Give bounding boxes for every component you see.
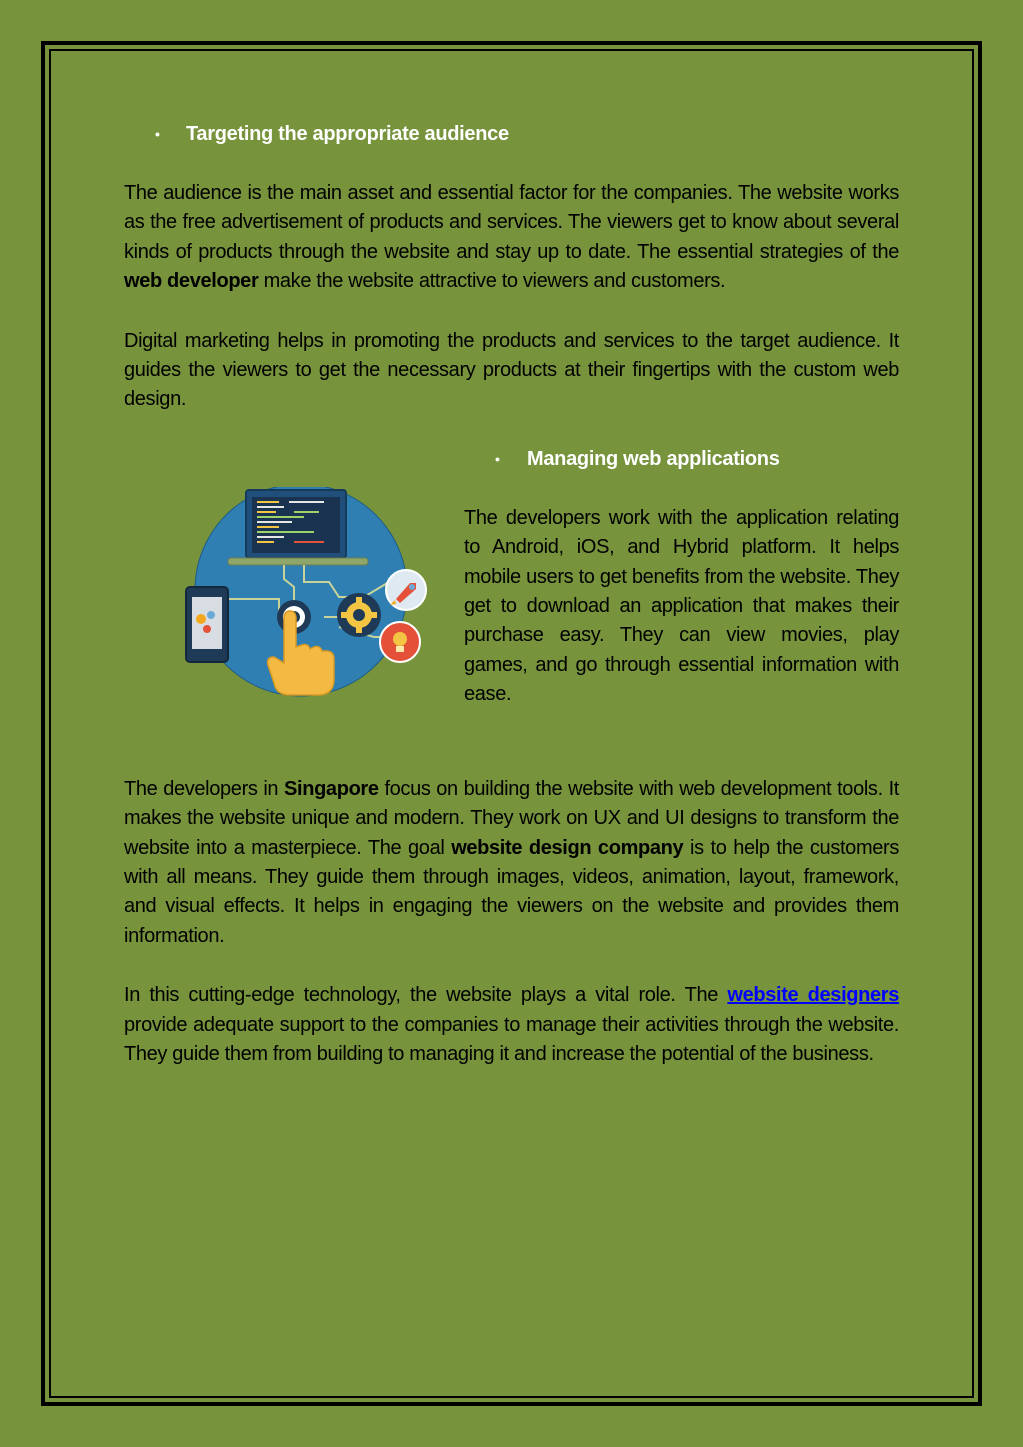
paragraph-text: make the website attractive to viewers and customers. [258, 270, 726, 293]
web-apps-section [124, 445, 899, 775]
paragraph-text: The developers in [124, 777, 284, 800]
website-designers-link[interactable]: website designers [727, 984, 899, 1007]
bold-singapore: Singapore [284, 777, 379, 800]
heading-targeting-audience [124, 120, 899, 148]
paragraph-text: In this cutting-edge technology, the website plays a vital role. The [124, 984, 728, 1007]
paragraph-text: is to help the customers with all means. They guide them through images, videos, animation, layout, framework, and visual effects. It helps in engaging the viewers on the website and provides them information. [124, 836, 899, 947]
paragraph-text: provide adequate support to the companies to manage their activities through the website. They guide them from building to managing it and increase the potential of the business. [124, 1013, 899, 1066]
bold-web-developer: web developer [124, 270, 259, 293]
bullet-dot-icon: • [155, 126, 160, 142]
bold-website-design-company: website design company [451, 836, 684, 859]
document-content [124, 120, 899, 1070]
paragraph-text: focus on building the website with web development tools. It makes the website unique and modern. They work on UX and UI designs to transform the website into a masterpiece. The goal [124, 777, 899, 859]
heading-managing-web-apps [464, 445, 899, 473]
heading-text: Targeting the appropriate audience [186, 123, 509, 145]
paragraph-audience [124, 179, 899, 297]
bullet-dot-icon: • [495, 450, 500, 467]
paragraph-singapore-developers [124, 775, 899, 951]
web-development-illustration [184, 487, 429, 702]
heading-text: Managing web applications [527, 447, 780, 470]
web-apps-text [464, 445, 899, 710]
paragraph-digital-marketing: Digital marketing helps in promoting the products and services to the target audience. It guides the viewers to get the necessary products at their fingertips with the custom web design. [124, 329, 899, 411]
paragraph-cutting-edge [124, 981, 899, 1069]
paragraph-web-apps: The developers work with the application relating to Android, iOS, and Hybrid platform. It helps mobile users to get benefits from the website. They get to download an application that makes their purchase easy. They can view movies, play games, and go through essential information with ease. [464, 506, 899, 706]
paragraph-text: The audience is the main asset and essential factor for the companies. The website works as the free advertisement of products and services. The viewers get to know about several kinds of products through the website and stay up to date. The essential strategies of the [124, 182, 899, 263]
